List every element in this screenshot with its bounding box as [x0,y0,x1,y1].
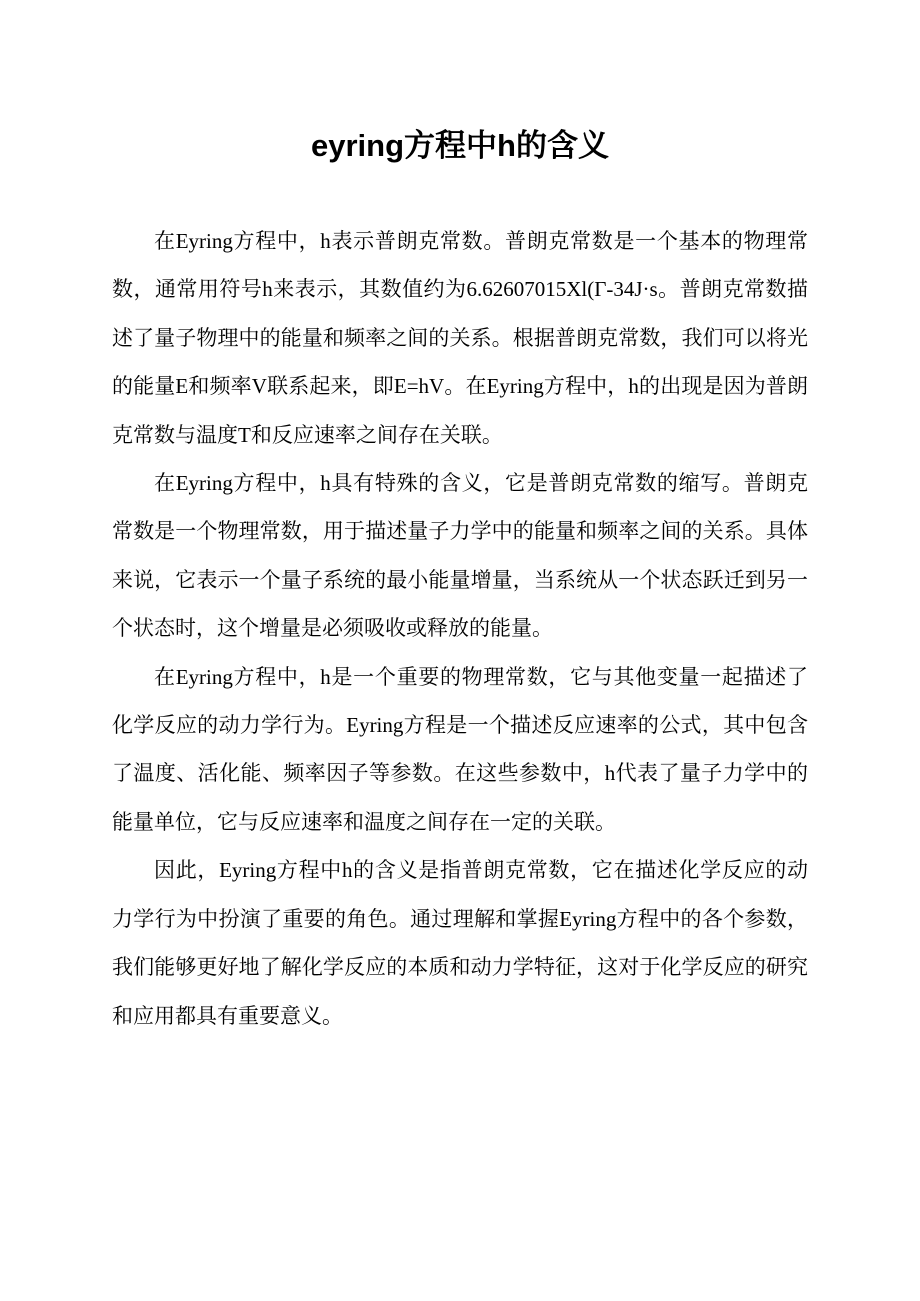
paragraph-1: 在Eyring方程中，h表示普朗克常数。普朗克常数是一个基本的物理常数，通常用符号h来表示，其数值约为6.62607015Xl(Γ-34J·s。普朗克常数描述了量子物理中的能量和频率之间的关系。根据普朗克常数，我们可以将光的能量E和频率V联系起来，即E=hV。在Eyring方程中，h的出现是因为普朗克常数与温度T和反应速率之间存在关联。 [112,229,808,447]
paragraph-2: 在Eyring方程中，h具有特殊的含义，它是普朗克常数的缩写。普朗克常数是一个物理常数，用于描述量子力学中的能量和频率之间的关系。具体来说，它表示一个量子系统的最小能量增量，当系统从一个状态跃迁到另一个状态时，这个增量是必须吸收或释放的能量。 [112,471,808,641]
document-body [112,217,808,1040]
paragraph-4: 因此，Eyring方程中h的含义是指普朗克常数，它在描述化学反应的动力学行为中扮演了重要的角色。通过理解和掌握Eyring方程中的各个参数，我们能够更好地了解化学反应的本质和动力学特征，这对于化学反应的研究和应用都具有重要意义。 [112,858,808,1028]
paragraph-3: 在Eyring方程中，h是一个重要的物理常数，它与其他变量一起描述了化学反应的动力学行为。Eyring方程是一个描述反应速率的公式，其中包含了温度、活化能、频率因子等参数。在这些参数中，h代表了量子力学中的能量单位，它与反应速率和温度之间存在一定的关联。 [112,664,808,834]
document-title: eyring方程中h的含义 [311,128,609,163]
